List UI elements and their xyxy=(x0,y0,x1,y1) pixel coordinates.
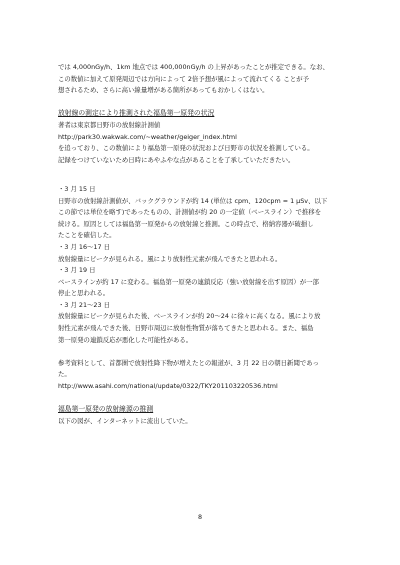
text-line: 続ける。原因としては福島第一原発からの放射線と推測。この時点で、格納容器が破損し xyxy=(58,219,314,228)
timeline-date: ・3 月 15 日 xyxy=(58,184,96,193)
timeline-date: ・3 月 16〜17 日 xyxy=(58,242,110,251)
source-url[interactable]: http://park30.wakwak.com/~weather/geiger_index.html xyxy=(58,132,237,141)
section-measurement xyxy=(58,108,350,166)
timeline-entry xyxy=(58,242,350,265)
timeline-date: ・3 月 21〜23 日 xyxy=(58,300,110,309)
text-line: 参考資料として、首都圏で放射性降下物が増えたとの報道が、3 月 22 日の朝日新聞であっ xyxy=(58,358,319,367)
text-line: この数値に加えて原発周辺では方向によって 2倍予想が風によって流れてくる ことが予 xyxy=(58,74,309,83)
text-line: 放射線量にピークが見られる。風により放射性元素が飛んできたと思われる。 xyxy=(58,254,282,263)
page-number: 8 xyxy=(197,513,203,521)
section-heading: 福島第一原発の放射線源の推測 xyxy=(58,405,154,414)
timeline-entry xyxy=(58,300,350,346)
section-source-estimate xyxy=(58,404,350,427)
text-line: 放射線量にピークが見られた後、ベースラインが約 20〜24 に徐々に高くなる。風により放 xyxy=(58,312,321,321)
text-line: 第一原発の連鎖反応が悪化した可能性がある。 xyxy=(58,335,193,344)
text-line: 著者は東京都日野市の放射線計測値 xyxy=(58,120,161,129)
reference-paragraph xyxy=(58,358,350,393)
text-line: では 4,000nGy/h、1km 地点では 400,000nGy/h の上昇があったことが推定できる。なお、 xyxy=(58,63,329,71)
reference-url[interactable]: http://www.asahi.com/national/update/0322/TKY201103220536.html xyxy=(58,382,278,391)
text-line: この節では単位を略す)であったものの、計測値が約 20 の一定値（ベースライン）で推移を xyxy=(58,208,322,217)
text-line: 射性元素が飛んできた後、日野市周辺に放射性物質が落ちてきたと思われる。また、福島 xyxy=(58,324,314,333)
timeline-entry xyxy=(58,265,350,300)
text-line: た。 xyxy=(58,370,71,379)
text-line: ベースラインが約 17 に変わる。福島第一原発の連鎖反応（強い放射線を出す原因）が一部 xyxy=(58,277,319,286)
text-line: 想されるため、さらに高い線量増がある箇所があってもおかしくはない。 xyxy=(58,86,269,95)
timeline-date: ・3 月 19 日 xyxy=(58,266,96,275)
text-line: 記録をつけていないため日時にあやふやな点があることを了承していただきたい。 xyxy=(58,155,295,164)
timeline xyxy=(58,184,350,346)
timeline-entry xyxy=(58,184,350,242)
intro-paragraph xyxy=(58,62,350,97)
section-heading: 放射線の測定により推測された福島第一原発の状況 xyxy=(58,109,215,118)
text-line: を追っており、この数値により福島第一原発の状況および日野市の状況を推測している。 xyxy=(58,144,314,153)
text-line: たことを確信した。 xyxy=(58,231,116,240)
page-body xyxy=(58,62,350,427)
text-line: 停止と思われる。 xyxy=(58,289,110,298)
text-line: 以下の図が、インターネットに流出していた。 xyxy=(58,416,192,425)
text-line: 日野市の放射線計測値が、バックグラウンドが約 14 (単位は cpm、120cpm = 1 μSv、以下 xyxy=(58,196,328,205)
